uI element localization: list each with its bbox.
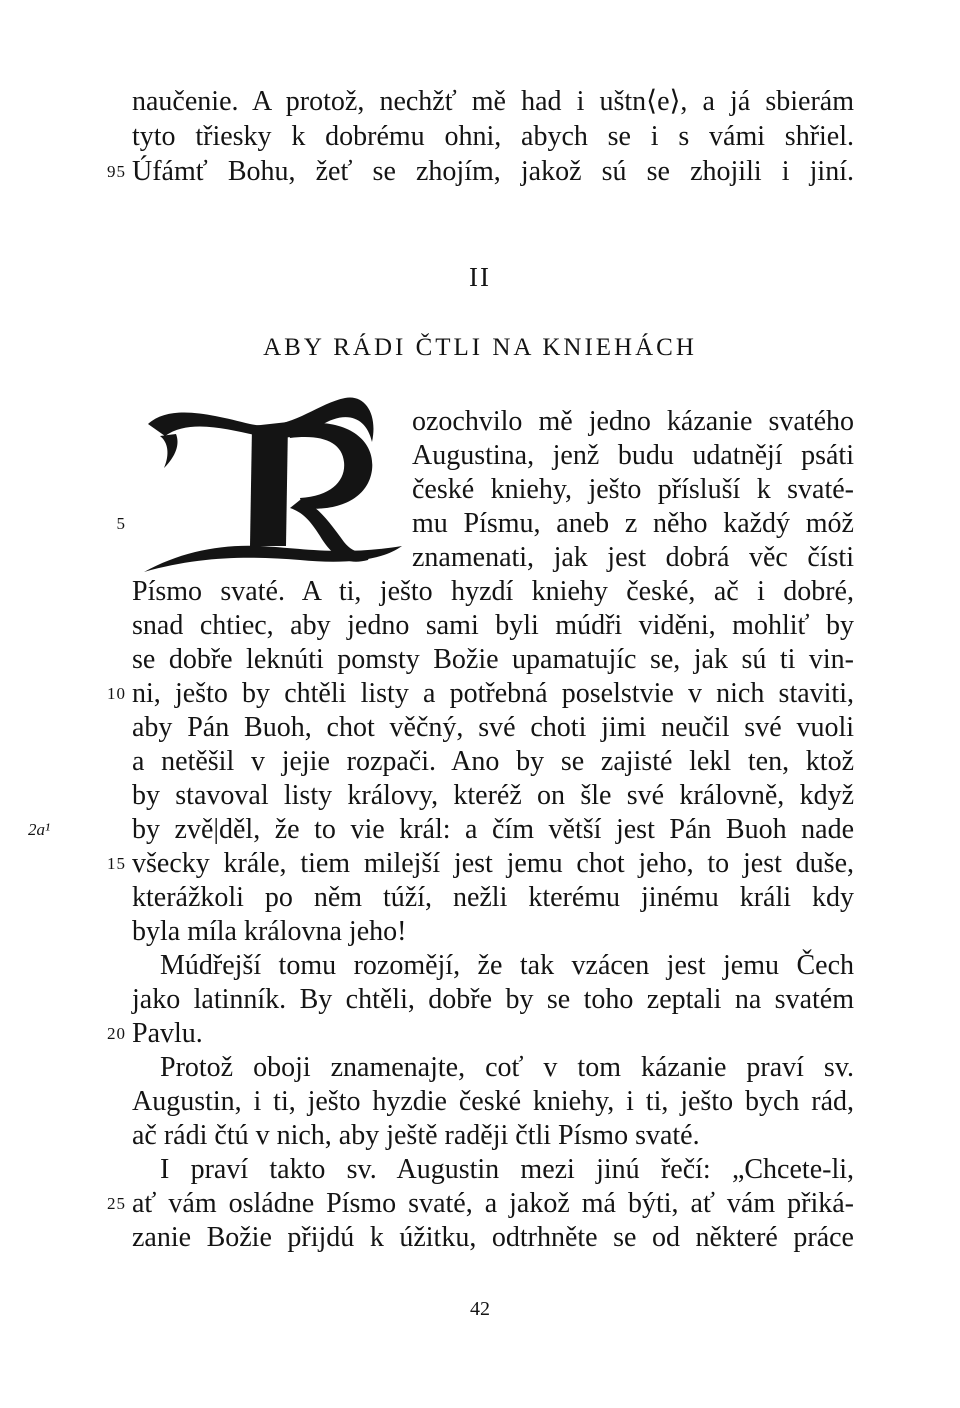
text-line: české kniehy, ješto přísluší k svaté- (412, 474, 854, 505)
line-number: 5 (116, 514, 126, 533)
text-line: mu Písmu, aneb z něho každý móž (412, 508, 854, 539)
text-line: všecky krále, tiem milejší jest jemu chot jeho, to jest duše, (132, 848, 854, 879)
text-line: ať vám osládne Písmo svaté, a jakož má býti, ať vám přiká- (132, 1188, 854, 1219)
text-line: zanie Božie přijdú k úžitku, odtrhněte se od některé práce (132, 1222, 854, 1253)
text-line: Múdřejší tomu rozomějí, že tak vzácen jest jemu Čech (160, 950, 854, 981)
line-number: 20 (107, 1024, 126, 1043)
chapter-title: ABY RÁDI ČTLI NA KNIEHÁCH (263, 334, 697, 361)
chapter-number: II (469, 262, 491, 292)
text-line: kterážkoli po něm túží, nežli kterému jinému králi kdy (132, 882, 854, 913)
text-line: byla míla královna jeho! (132, 916, 407, 947)
text-line: Augustin, i ti, ješto hyzdie české kniehy, i ti, ješto bych rád, (132, 1086, 854, 1117)
text-line: tyto třiesky k dobrému ohni, abych se i s vámi shřiel. (132, 121, 854, 152)
page-number: 42 (470, 1298, 490, 1320)
text-line: se dobře leknúti pomsty Božie upamatujíc se, jak sú ti vin- (132, 644, 854, 675)
folio-margin-note: 2a¹ (28, 820, 51, 839)
text-line: ni, ješto by chtěli listy a potřebná poselstvie v nich staviti, (132, 678, 854, 709)
text-line: jako latinník. By chtěli, dobře by se toho zeptali na svatém (132, 984, 854, 1015)
text-line: I praví takto sv. Augustin mezi jinú řečí: „Chcete-li, (160, 1154, 854, 1185)
line-number: 95 (107, 162, 126, 181)
line-number: 25 (107, 1194, 126, 1213)
text-line: ač rádi čtú v nich, aby ještě raději čtli Písmo svaté. (132, 1120, 700, 1151)
line-number: 15 (107, 854, 126, 873)
decorative-initial-r-icon (140, 396, 410, 576)
text-line: Protož oboji znamenajte, coť v tom kázanie praví sv. (160, 1052, 854, 1083)
text-line: aby Pán Buoh, chot věčný, své choti jimi neučil své vuoli (132, 712, 854, 743)
text-line: znamenati, jak jest dobrá věc čísti (412, 542, 854, 573)
text-line: a netěšil v jejie rozpači. Ano by se zajisté lekl ten, ktož (132, 746, 854, 777)
line-number: 10 (107, 684, 126, 703)
text-line: Písmo svaté. A ti, ješto hyzdí kniehy české, ač i dobré, (132, 576, 854, 607)
text-line: by stavoval listy královy, kteréž on šle své královně, když (132, 780, 854, 811)
text-line: Pavlu. (132, 1018, 203, 1049)
text-line: naučenie. A protož, nechžť mě had i uštn⟨e⟩, a já sbierám (132, 86, 854, 117)
text-line: ozochvilo mě jedno kázanie svatého (412, 406, 854, 437)
text-line: Úfámť Bohu, žeť se zhojím, jakož sú se zhojili i jiní. (132, 156, 854, 187)
text-line: Augustina, jenž budu udatnějí psáti (412, 440, 854, 471)
text-line: snad chtiec, aby jedno sami byli múdři viděni, mohliť by (132, 610, 854, 641)
text-line: by zvě|děl, že to vie král: a čím větší jest Pán Buoh nade (132, 814, 854, 845)
